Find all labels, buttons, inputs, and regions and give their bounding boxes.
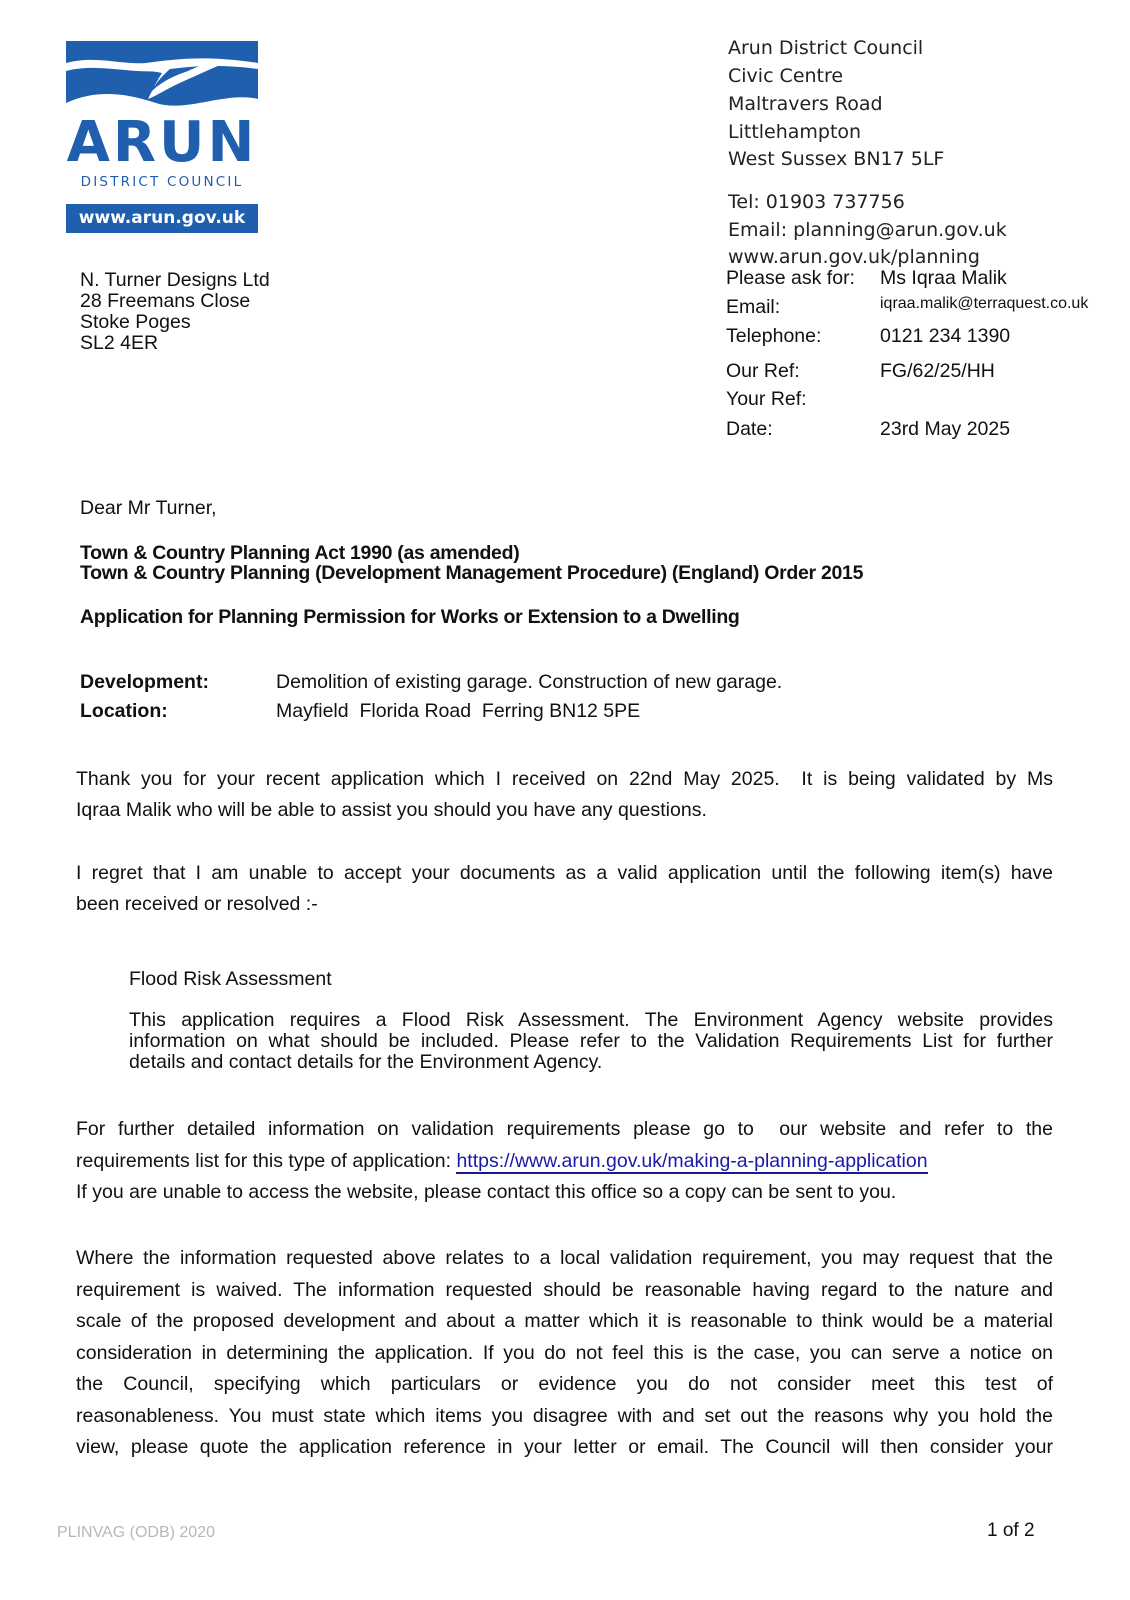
council-address-line: West Sussex BN17 5LF <box>728 148 945 170</box>
recipient-line: Stoke Poges <box>80 311 191 333</box>
location-value: Mayfield Florida Road Ferring BN12 5PE <box>276 700 641 722</box>
recipient-line: N. Turner Designs Ltd <box>80 269 270 291</box>
paragraph-line: scale of the proposed development and about a matter which it is reasonable to think would be a material <box>76 1310 1053 1332</box>
recipient-line: SL2 4ER <box>80 332 159 354</box>
your-ref-label: Your Ref: <box>726 388 807 410</box>
date-label: Date: <box>726 418 773 440</box>
email-value[interactable]: iqraa.malik@terraquest.co.uk <box>880 295 1089 312</box>
paragraph-line: consideration in determining the application. If you do not feel this is the case, you can serve a notice on <box>76 1342 1053 1364</box>
our-ref-value: FG/62/25/HH <box>880 360 995 382</box>
heading-act: Town & Country Planning Act 1990 (as amended) <box>80 542 520 564</box>
logo-wordmark: ARUN <box>66 110 258 175</box>
paragraph-line: reasonableness. You must state which items you disagree with and set out the reasons why you hold the <box>76 1405 1053 1427</box>
council-name: Arun District Council <box>728 37 924 59</box>
council-tel: Tel: 01903 737756 <box>728 191 905 213</box>
our-ref-label: Our Ref: <box>726 360 800 382</box>
paragraph-line: view, please quote the application reference in your letter or email. The Council will then consider your <box>76 1436 1053 1458</box>
required-item-title: Flood Risk Assessment <box>129 968 332 990</box>
paragraph-text: requirements list for this type of application: <box>76 1150 457 1172</box>
required-item-line: details and contact details for the Environment Agency. <box>129 1051 603 1073</box>
council-address-line: Civic Centre <box>728 65 844 87</box>
development-label: Development: <box>80 671 209 693</box>
page-number: 1 of 2 <box>987 1520 1035 1541</box>
heading-order: Town & Country Planning (Development Management Procedure) (England) Order 2015 <box>80 562 864 584</box>
ask-for-value: Ms Iqraa Malik <box>880 267 1007 289</box>
paragraph-line: been received or resolved :- <box>76 893 318 915</box>
paragraph-line: requirement is waived. The information requested should be reasonable having regard to the nature and <box>76 1279 1053 1301</box>
paragraph-line: the Council, specifying which particulars or evidence you do not consider meet this test of <box>76 1373 1053 1395</box>
planning-application-link[interactable]: https://www.arun.gov.uk/making-a-planning-application <box>456 1150 928 1172</box>
paragraph-line <box>76 1150 928 1173</box>
arun-logo <box>66 41 258 233</box>
paragraph-line: I regret that I am unable to accept your documents as a valid application until the following item(s) have <box>76 862 1053 884</box>
logo-url[interactable]: www.arun.gov.uk <box>66 204 258 233</box>
telephone-label: Telephone: <box>726 325 822 347</box>
logo-subtitle: DISTRICT COUNCIL <box>80 174 244 190</box>
ask-for-label: Please ask for: <box>726 267 855 289</box>
paragraph-line: Thank you for your recent application which I received on 22nd May 2025. It is being validated by Ms <box>76 768 1053 790</box>
paragraph-line: For further detailed information on validation requirements please go to our website and refer to the <box>76 1118 1053 1140</box>
council-address-line: Maltravers Road <box>728 93 883 115</box>
paragraph-line: Where the information requested above relates to a local validation requirement, you may request that the <box>76 1247 1053 1269</box>
paragraph-line: If you are unable to access the website, please contact this office so a copy can be sent to you. <box>76 1181 897 1203</box>
location-label: Location: <box>80 700 168 722</box>
council-email[interactable]: Email: planning@arun.gov.uk <box>728 219 1007 241</box>
council-website[interactable]: www.arun.gov.uk/planning <box>728 246 980 268</box>
email-label: Email: <box>726 296 781 318</box>
council-address-line: Littlehampton <box>728 121 862 143</box>
telephone-value: 0121 234 1390 <box>880 325 1011 347</box>
required-item-line: information on what should be included. Please refer to the Validation Requirements List for further <box>129 1030 1053 1052</box>
development-value: Demolition of existing garage. Construction of new garage. <box>276 671 783 693</box>
heading-application-type: Application for Planning Permission for Works or Extension to a Dwelling <box>80 606 740 628</box>
salutation: Dear Mr Turner, <box>80 497 217 519</box>
paragraph-line: Iqraa Malik who will be able to assist you should you have any questions. <box>76 799 707 821</box>
required-item-line: This application requires a Flood Risk Assessment. The Environment Agency website provides <box>129 1009 1053 1031</box>
date-value: 23rd May 2025 <box>880 418 1011 440</box>
recipient-line: 28 Freemans Close <box>80 290 251 312</box>
footer-form-code: PLINVAG (ODB) 2020 <box>57 1524 215 1541</box>
